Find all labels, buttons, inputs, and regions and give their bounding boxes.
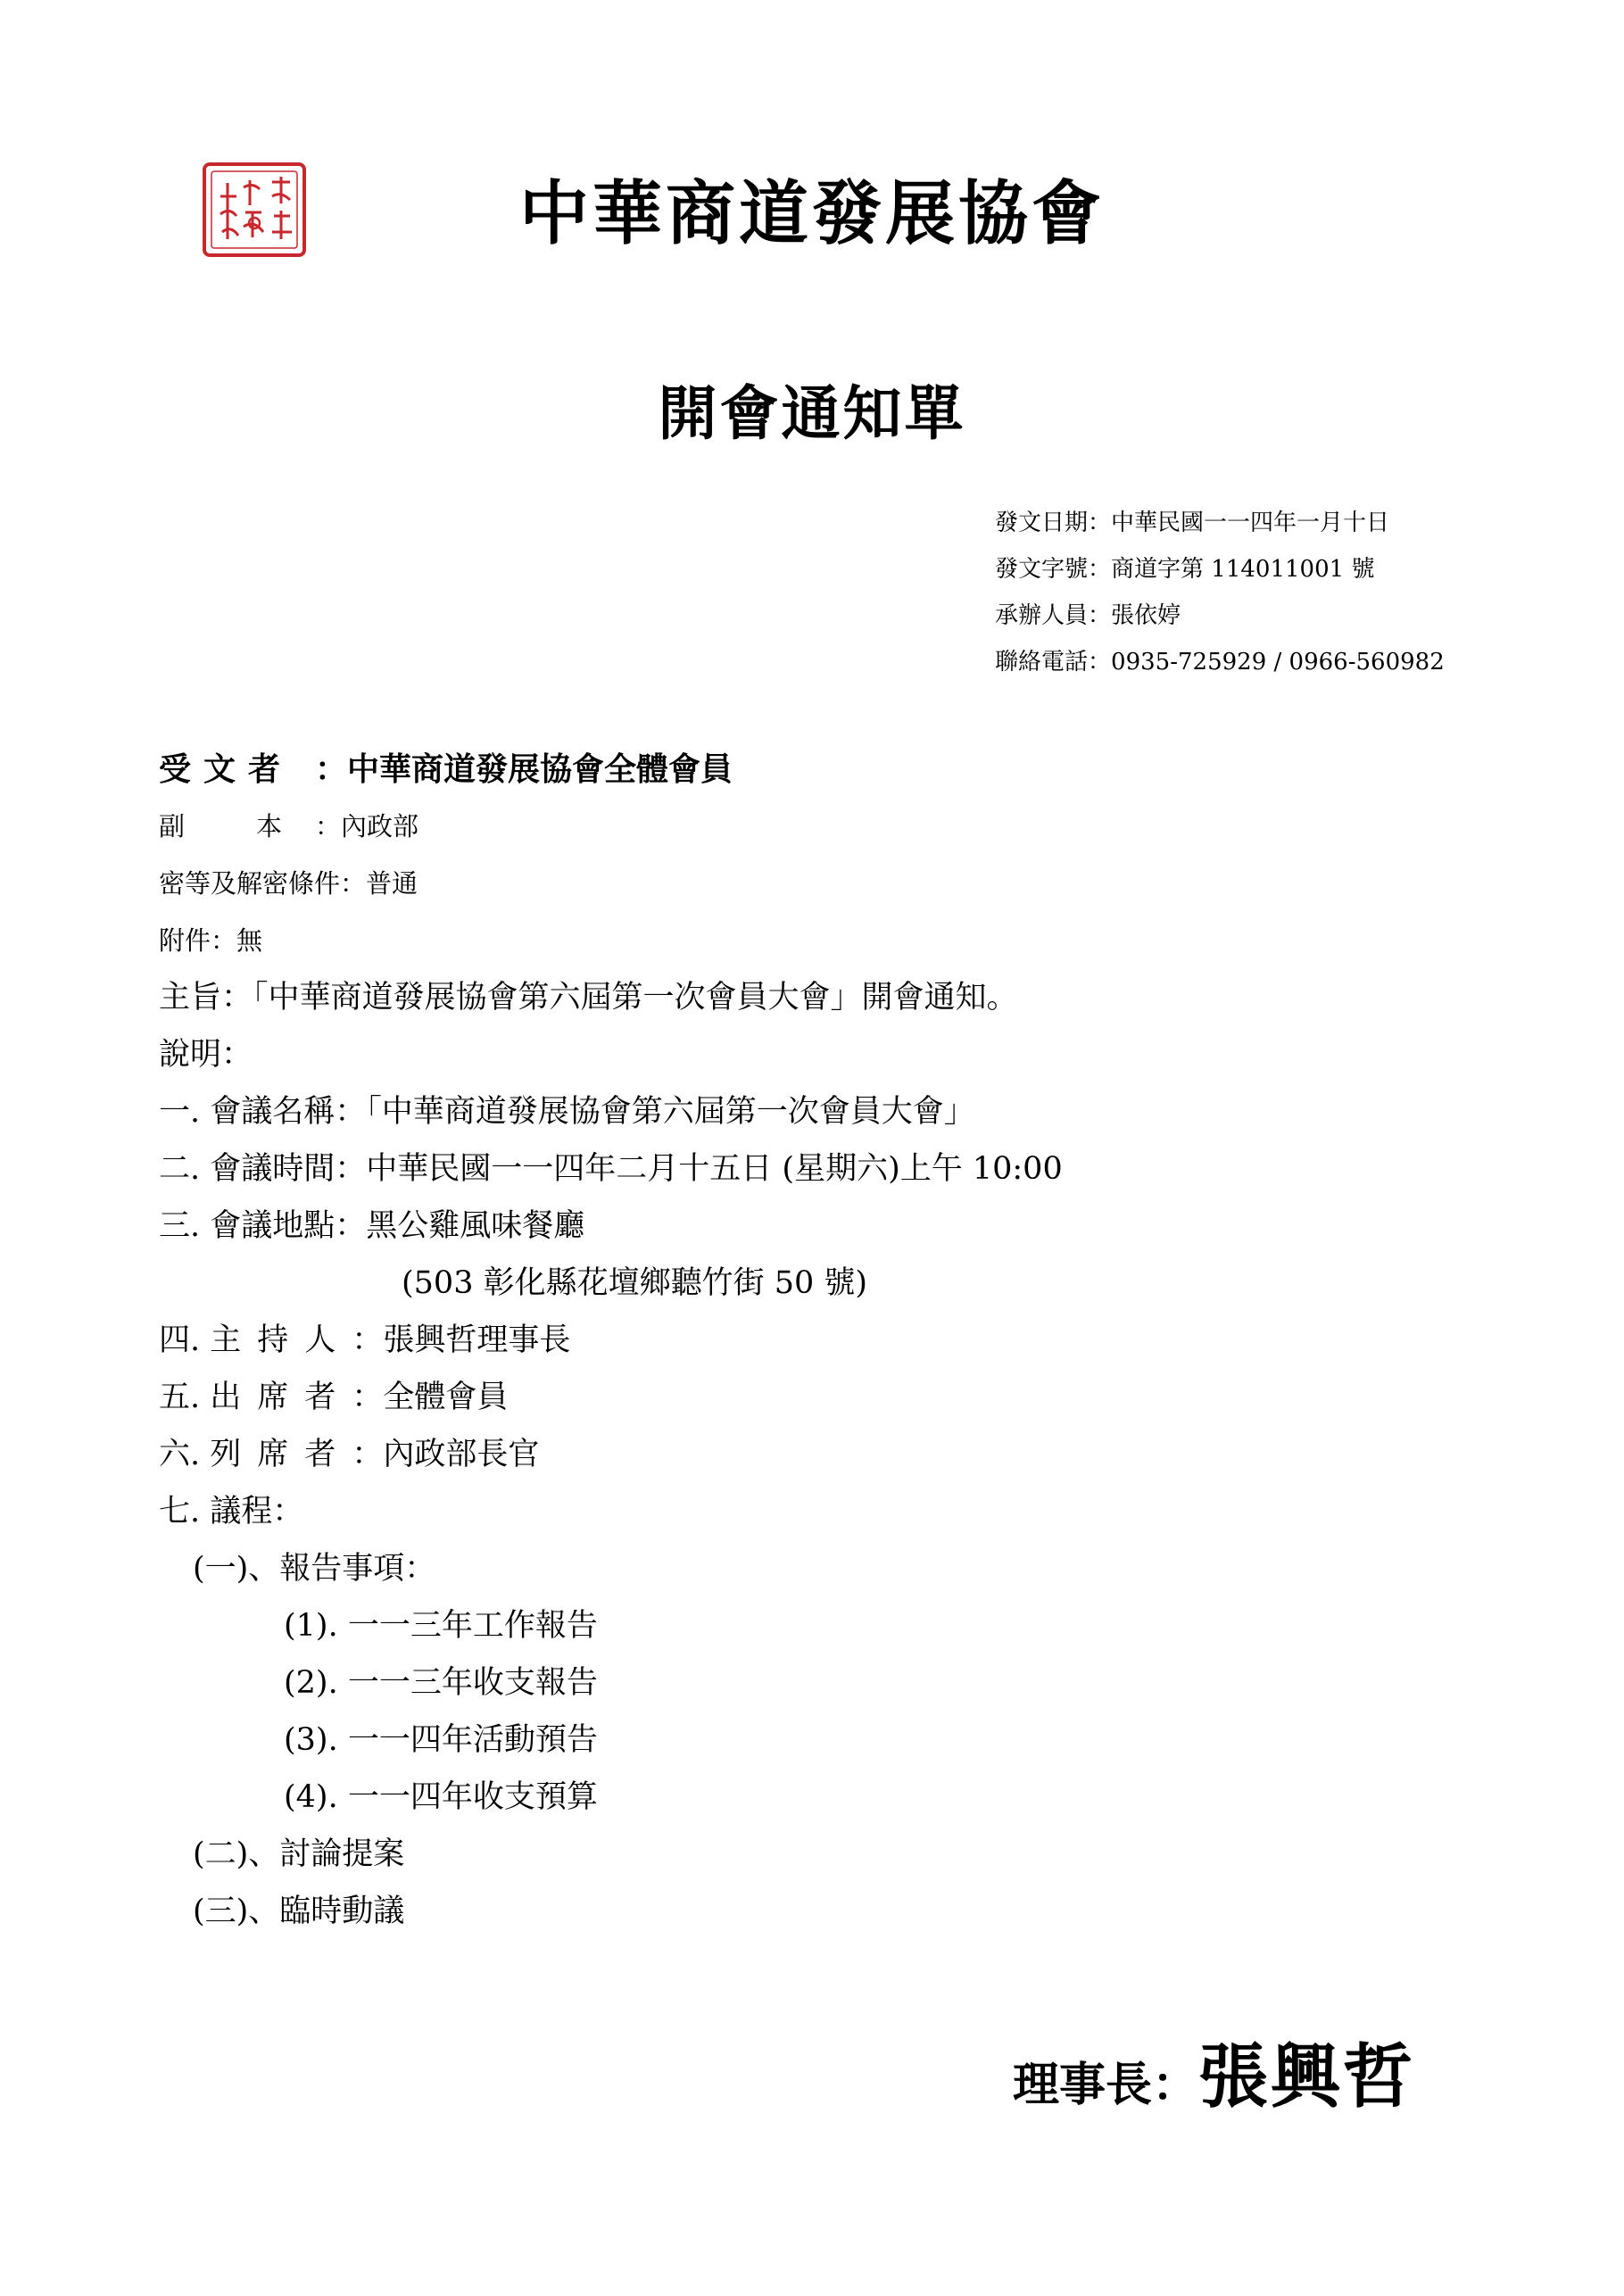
organization-title: 中華商道發展協會	[518, 173, 1105, 254]
observers-label: 列席者	[210, 1437, 352, 1472]
agenda-report-item: (3). 一一四年活動預告	[284, 1722, 598, 1758]
chairperson-label: 主持人	[210, 1322, 352, 1358]
secrecy-label: 密等及解密條件	[159, 868, 341, 899]
copy-row	[159, 798, 1497, 855]
signature-label: 理事長：	[1013, 2058, 1199, 2112]
attendees-number: 五.	[159, 1380, 201, 1415]
colon: ：	[352, 1380, 384, 1415]
chairperson-number: 四.	[159, 1322, 201, 1358]
colon: ：	[221, 980, 253, 1015]
observers-value: 內政部長官	[383, 1437, 540, 1472]
attachment-row	[159, 912, 1497, 969]
agenda-report-item: (1). 一一三年工作報告	[284, 1608, 598, 1644]
meeting-name-label: 一. 會議名稱	[159, 1094, 336, 1130]
subject-label: 主旨	[159, 980, 222, 1015]
colon: ：	[352, 1437, 384, 1472]
chairperson-value: 張興哲理事長	[383, 1322, 571, 1358]
handler-value: 張依婷	[1111, 602, 1181, 629]
agenda-reports-label: (一)、報告事項：	[193, 1551, 436, 1587]
colon: ：	[211, 925, 237, 956]
colon: ：	[1088, 510, 1112, 536]
attendees-label: 出席者	[210, 1380, 352, 1415]
chairperson-row	[159, 1312, 1497, 1369]
meeting-place-label: 三. 會議地點	[159, 1208, 336, 1244]
secrecy-value: 普通	[366, 868, 418, 899]
meeting-time-row	[159, 1140, 1497, 1198]
colon: ：	[315, 811, 342, 841]
recipient-label: 受文者	[159, 750, 294, 788]
colon: ：	[335, 1151, 367, 1187]
attendees-value: 全體會員	[383, 1380, 509, 1415]
issue-date-row	[995, 500, 1445, 546]
colon: ：	[315, 750, 348, 788]
subject-row	[159, 969, 1497, 1026]
attachment-label: 附件	[159, 925, 211, 956]
explanation-label: 說明：	[159, 1037, 253, 1073]
issue-date-value: 中華民國一一四年一月十日	[1111, 510, 1390, 536]
document-number-row	[995, 546, 1445, 593]
document-number-label: 發文字號	[995, 556, 1089, 583]
agenda-label: 七. 議程：	[159, 1494, 304, 1529]
meeting-time-value: 中華民國一一四年二月十五日 (星期六)上午 10:00	[366, 1151, 1063, 1187]
agenda-motions: (三)、臨時動議	[193, 1894, 405, 1929]
colon: ：	[335, 1094, 367, 1130]
attachment-value: 無	[236, 925, 263, 956]
colon: ：	[1088, 556, 1112, 583]
meeting-name-row	[159, 1083, 1497, 1140]
phone-value: 0935-725929 / 0966-560982	[1111, 649, 1445, 676]
agenda-report-item: (4). 一一四年收支預算	[284, 1779, 598, 1815]
colon: ：	[352, 1322, 384, 1358]
recipient-value: 中華商道發展協會全體會員	[347, 750, 733, 788]
observers-number: 六.	[159, 1437, 201, 1472]
handler-row	[995, 593, 1445, 639]
meeting-time-label: 二. 會議時間	[159, 1151, 336, 1187]
meeting-name-value: 「中華商道發展協會第六屆第一次會員大會」	[366, 1094, 975, 1130]
signature-name: 張興哲	[1198, 2036, 1416, 2118]
document-meta	[995, 500, 1445, 685]
colon: ：	[340, 868, 367, 899]
meeting-place-row	[159, 1198, 1497, 1255]
document-title: 開會通知單	[658, 378, 966, 448]
colon: ：	[1088, 649, 1112, 676]
phone-row	[995, 639, 1445, 685]
subject-value: 「中華商道發展協會第六屆第一次會員大會」開會通知。	[253, 980, 1018, 1015]
agenda-discussion: (二)、討論提案	[193, 1836, 405, 1872]
secrecy-row	[159, 855, 1497, 912]
phone-label: 聯絡電話	[995, 649, 1089, 676]
handler-label: 承辦人員	[995, 602, 1089, 629]
copy-value: 內政部	[341, 811, 419, 841]
agenda-report-item: (2). 一一三年收支報告	[284, 1665, 598, 1701]
document-number-value: 商道字第 114011001 號	[1111, 556, 1375, 583]
copy-label-part: 本	[256, 811, 283, 841]
observers-row	[159, 1426, 1497, 1483]
recipient-row	[159, 741, 1497, 798]
colon: ：	[1088, 602, 1112, 629]
signature-block	[1013, 2021, 1415, 2121]
colon: ：	[335, 1208, 367, 1244]
copy-label-part: 副	[159, 811, 186, 841]
attendees-row	[159, 1369, 1497, 1426]
issue-date-label: 發文日期	[995, 510, 1089, 536]
meeting-place-value: 黑公雞風味餐廳	[366, 1208, 585, 1244]
notice-body	[159, 741, 1497, 1940]
copy-label	[159, 798, 315, 855]
meeting-address: (503 彰化縣花壇鄉聽竹街 50 號)	[402, 1265, 868, 1301]
